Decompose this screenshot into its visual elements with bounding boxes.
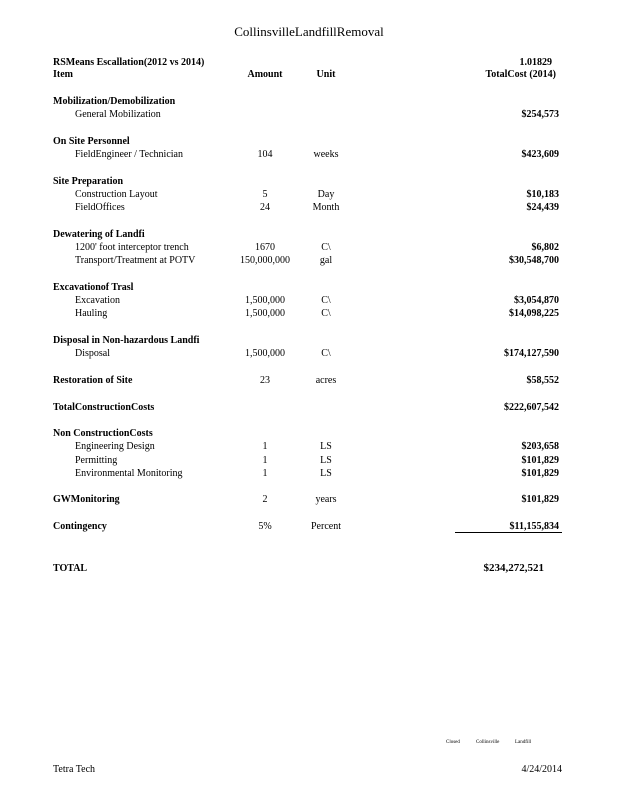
cost-cell: $222,607,542 bbox=[504, 402, 559, 413]
unit-cell: C\ bbox=[321, 348, 331, 359]
item-label: Transport/Treatment at POTV bbox=[75, 255, 196, 266]
unit-cell: Percent bbox=[311, 521, 341, 532]
cost-cell: $423,609 bbox=[521, 149, 559, 160]
tiny-label-landfill: Landfill bbox=[515, 740, 532, 745]
item-label: Hauling bbox=[75, 308, 108, 319]
amount-cell: 1,500,000 bbox=[245, 295, 285, 306]
unit-cell: gal bbox=[319, 255, 333, 266]
section-label: Site Preparation bbox=[53, 176, 124, 187]
unit-cell: weeks bbox=[313, 149, 339, 160]
unit-cell: years bbox=[315, 494, 337, 505]
amount-cell: 2 bbox=[262, 494, 268, 505]
unit-cell: Day bbox=[317, 189, 335, 200]
cost-cell: $174,127,590 bbox=[504, 348, 559, 359]
column-header-unit: Unit bbox=[316, 69, 336, 80]
tiny-label-collinsville: Collinsville bbox=[476, 740, 500, 745]
section-label: Restoration of Site bbox=[53, 375, 133, 386]
unit-cell: acres bbox=[315, 375, 337, 386]
item-label: General Mobilization bbox=[75, 109, 161, 120]
amount-cell: 1670 bbox=[255, 242, 275, 253]
total-value: $234,272,521 bbox=[483, 562, 544, 574]
section-label: Mobilization/Demobilization bbox=[53, 96, 176, 107]
amount-cell: 1 bbox=[262, 468, 268, 479]
cost-cell: $10,183 bbox=[526, 189, 559, 200]
amount-cell: 23 bbox=[260, 375, 270, 386]
cost-cell: $203,658 bbox=[521, 441, 559, 452]
amount-cell: 5 bbox=[262, 189, 268, 200]
cost-cell: $101,829 bbox=[521, 494, 559, 505]
cost-cell: $6,802 bbox=[531, 242, 559, 253]
total-label: TOTAL bbox=[53, 563, 88, 574]
column-header-total: TotalCost (2014) bbox=[485, 69, 556, 80]
unit-cell: LS bbox=[320, 468, 332, 479]
amount-cell: 1,500,000 bbox=[245, 308, 285, 319]
item-label: Engineering Design bbox=[75, 441, 155, 452]
page-title: CollinsvilleLandfillRemoval bbox=[234, 24, 384, 39]
section-label: Disposal in Non-hazardous Landfi bbox=[53, 335, 200, 346]
section-label: Dewatering of Landfi bbox=[53, 229, 145, 240]
cost-cell: $254,573 bbox=[521, 109, 559, 120]
amount-cell: 1 bbox=[262, 441, 268, 452]
section-label: On Site Personnel bbox=[53, 136, 130, 147]
amount-cell: 1,500,000 bbox=[245, 348, 285, 359]
amount-cell: 150,000,000 bbox=[240, 255, 290, 266]
item-label: 1200' foot interceptor trench bbox=[75, 242, 189, 253]
cost-cell: $14,098,225 bbox=[509, 308, 559, 319]
column-header-amount: Amount bbox=[247, 69, 283, 80]
cost-cell: $58,552 bbox=[526, 375, 559, 386]
amount-cell: 5% bbox=[258, 521, 272, 532]
escalation-factor: 1.01829 bbox=[519, 57, 552, 68]
cost-cell: $101,829 bbox=[521, 468, 559, 479]
amount-cell: 1 bbox=[262, 455, 268, 466]
cost-cell: $30,548,700 bbox=[509, 255, 559, 266]
section-label: Non ConstructionCosts bbox=[53, 428, 153, 439]
item-label: Disposal bbox=[75, 348, 110, 359]
section-label: GWMonitoring bbox=[53, 494, 120, 505]
item-label: Permitting bbox=[75, 455, 118, 466]
cost-cell: $11,155,834 bbox=[509, 521, 559, 532]
item-label: Construction Layout bbox=[75, 189, 158, 200]
section-label: TotalConstructionCosts bbox=[53, 402, 155, 413]
unit-cell: C\ bbox=[321, 308, 331, 319]
cost-cell: $101,829 bbox=[521, 455, 559, 466]
escalation-label: RSMeans Escallation(2012 vs 2014) bbox=[53, 57, 205, 68]
unit-cell: Month bbox=[312, 202, 340, 213]
unit-cell: C\ bbox=[321, 295, 331, 306]
unit-cell: LS bbox=[320, 455, 332, 466]
tiny-label-closed: Closed bbox=[446, 740, 460, 745]
amount-cell: 104 bbox=[257, 149, 273, 160]
cost-cell: $24,439 bbox=[526, 202, 559, 213]
section-label: Excavationof Trasl bbox=[53, 282, 134, 293]
item-label: Excavation bbox=[75, 295, 120, 306]
footer-date: 4/24/2014 bbox=[521, 764, 562, 775]
item-label: FieldOffices bbox=[75, 202, 125, 213]
footer-company: Tetra Tech bbox=[53, 764, 96, 775]
total-underline bbox=[455, 532, 562, 533]
unit-cell: LS bbox=[320, 441, 332, 452]
amount-cell: 24 bbox=[260, 202, 270, 213]
cost-cell: $3,054,870 bbox=[514, 295, 559, 306]
item-label: Environmental Monitoring bbox=[75, 468, 183, 479]
unit-cell: C\ bbox=[321, 242, 331, 253]
column-header-item: Item bbox=[53, 69, 73, 80]
item-label: FieldEngineer / Technician bbox=[75, 149, 183, 160]
section-label: Contingency bbox=[53, 521, 107, 532]
